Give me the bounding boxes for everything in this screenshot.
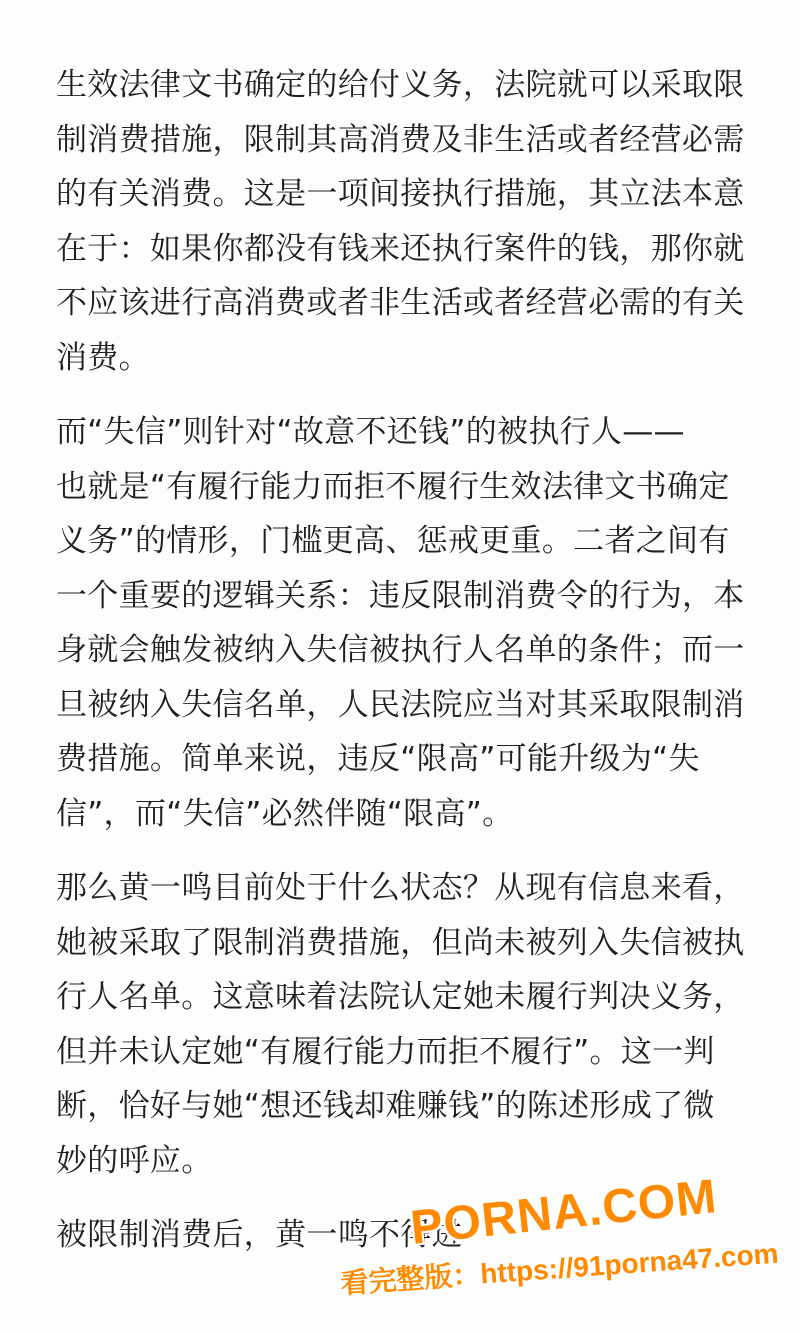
text-line: 那么黄一鸣目前处于什么状态？从现有信息来看， [56,870,745,906]
text-line: 在于：如果你都没有钱来还执行案件的钱，那你就 [56,230,745,267]
paragraph-2 [56,405,756,841]
text-line: 而“失信”则针对“故意不还钱”的被执行人—— [56,414,685,450]
text-line: 不应该进行高消费或者非生活或者经营必需的有关 [56,285,745,321]
text-line: 消费。 [56,339,150,376]
text-line: 的有关消费。这是一项间接执行措施，其立法本意 [56,176,745,212]
article-body [56,58,756,1283]
text-line: 身就会触发被纳入失信被执行人名单的条件；而一 [56,632,745,668]
site-watermark [339,1170,780,1315]
paragraph-3 [56,861,756,1188]
text-line: 一个重要的逻辑关系：违反限制消费令的行为，本 [56,577,745,614]
text-line: 制消费措施，限制其高消费及非生活或者经营必需 [56,121,745,158]
text-line: 费措施。简单来说，违反“限高”可能升级为“失 [56,741,700,777]
text-line: 义务”的情形，门槛更高、惩戒更重。二者之间有 [56,523,730,559]
text-line: 她被采取了限制消费措施，但尚未被列入失信被执 [56,924,745,961]
watermark-url: 看完整版：https://91porna47.com [339,1237,780,1300]
text-line: 旦被纳入失信名单，人民法院应当对其采取限制消 [56,686,745,723]
paragraph-1 [56,58,756,385]
text-line: 也就是“有履行能力而拒不履行生效法律文书确定 [56,468,730,505]
text-line: 但并未认定她“有履行能力而拒不履行”。这一判 [56,1033,715,1070]
text-line: 断，恰好与她“想还钱却难赚钱”的陈述形成了微 [56,1088,715,1124]
text-line: 行人名单。这意味着法院认定她未履行判决义务， [56,979,745,1015]
text-line: 生效法律文书确定的给付义务，法院就可以采取限 [56,67,745,103]
text-line: 被限制消费后，黄一鸣不得进 [56,1217,463,1253]
text-line: 妙的呼应。 [56,1142,213,1179]
text-line: 信”，而“失信”必然伴随“限高”。 [56,795,514,832]
watermark-logo: PORNA.COM [408,1170,720,1255]
